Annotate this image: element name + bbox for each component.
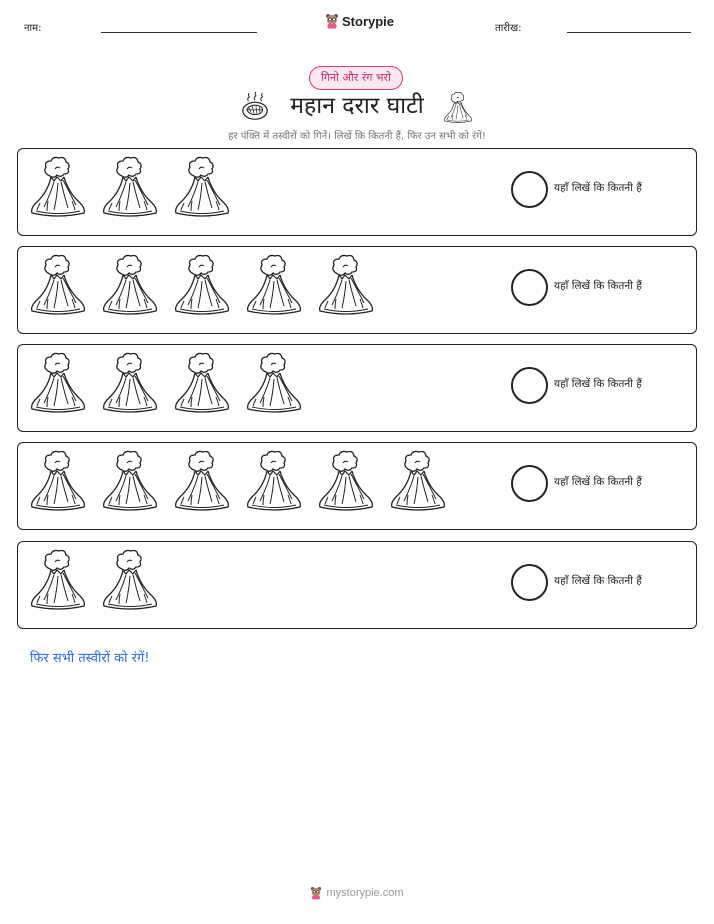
count-row xyxy=(17,246,697,334)
site-footer xyxy=(0,886,714,900)
answer-circle[interactable] xyxy=(511,465,548,502)
picture-group xyxy=(28,449,448,521)
count-row xyxy=(17,442,697,530)
crater-icon xyxy=(240,92,270,122)
count-row xyxy=(17,148,697,236)
storypie-mascot-icon xyxy=(325,13,339,29)
volcano-icon[interactable] xyxy=(28,253,88,315)
volcano-icon xyxy=(442,91,474,123)
volcano-icon[interactable] xyxy=(28,351,88,413)
count-row xyxy=(17,344,697,432)
activity-badge: गिनो और रंग भरो xyxy=(309,66,403,90)
volcano-icon[interactable] xyxy=(244,351,304,413)
brand-name: Storypie xyxy=(342,13,395,29)
picture-group xyxy=(28,351,304,423)
volcano-icon[interactable] xyxy=(28,155,88,217)
page-title: महान दरार घाटी xyxy=(290,93,424,119)
volcano-icon[interactable] xyxy=(100,351,160,413)
volcano-icon[interactable] xyxy=(172,449,232,511)
volcano-icon[interactable] xyxy=(316,449,376,511)
volcano-icon[interactable] xyxy=(28,548,88,610)
site-url: mystorypie.com xyxy=(326,887,404,899)
volcano-icon[interactable] xyxy=(388,449,448,511)
date-label: तारीख: xyxy=(495,23,522,34)
answer-circle[interactable] xyxy=(511,171,548,208)
brand-logo xyxy=(325,13,394,29)
answer-label: यहाँ लिखें कि कितनी हैं xyxy=(554,280,642,292)
volcano-icon[interactable] xyxy=(244,449,304,511)
volcano-icon[interactable] xyxy=(28,449,88,511)
answer-label: यहाँ लिखें कि कितनी हैं xyxy=(554,182,642,194)
volcano-icon[interactable] xyxy=(172,253,232,315)
volcano-icon[interactable] xyxy=(100,253,160,315)
volcano-icon[interactable] xyxy=(172,155,232,217)
volcano-icon[interactable] xyxy=(316,253,376,315)
volcano-icon[interactable] xyxy=(172,351,232,413)
storypie-mascot-icon xyxy=(310,886,322,900)
worksheet-header xyxy=(0,0,714,50)
picture-group xyxy=(28,253,376,325)
name-label: नाम: xyxy=(24,23,42,34)
date-line[interactable] xyxy=(567,32,691,33)
volcano-icon[interactable] xyxy=(100,155,160,217)
title-area xyxy=(0,90,714,124)
volcano-icon[interactable] xyxy=(100,449,160,511)
answer-label: यहाँ लिखें कि कितनी हैं xyxy=(554,476,642,488)
color-instruction: फिर सभी तस्वीरों को रंगें! xyxy=(30,651,150,666)
name-line[interactable] xyxy=(101,32,257,33)
volcano-icon[interactable] xyxy=(100,548,160,610)
answer-label: यहाँ लिखें कि कितनी हैं xyxy=(554,575,642,587)
picture-group xyxy=(28,548,160,620)
answer-label: यहाँ लिखें कि कितनी हैं xyxy=(554,378,642,390)
picture-group xyxy=(28,155,232,227)
answer-circle[interactable] xyxy=(511,269,548,306)
answer-circle[interactable] xyxy=(511,367,548,404)
instructions: हर पंक्ति में तस्वीरों को गिनें। लिखें कि कितनी हैं, फिर उन सभी को रंगें! xyxy=(228,131,486,142)
answer-circle[interactable] xyxy=(511,564,548,601)
count-row xyxy=(17,541,697,629)
volcano-icon[interactable] xyxy=(244,253,304,315)
